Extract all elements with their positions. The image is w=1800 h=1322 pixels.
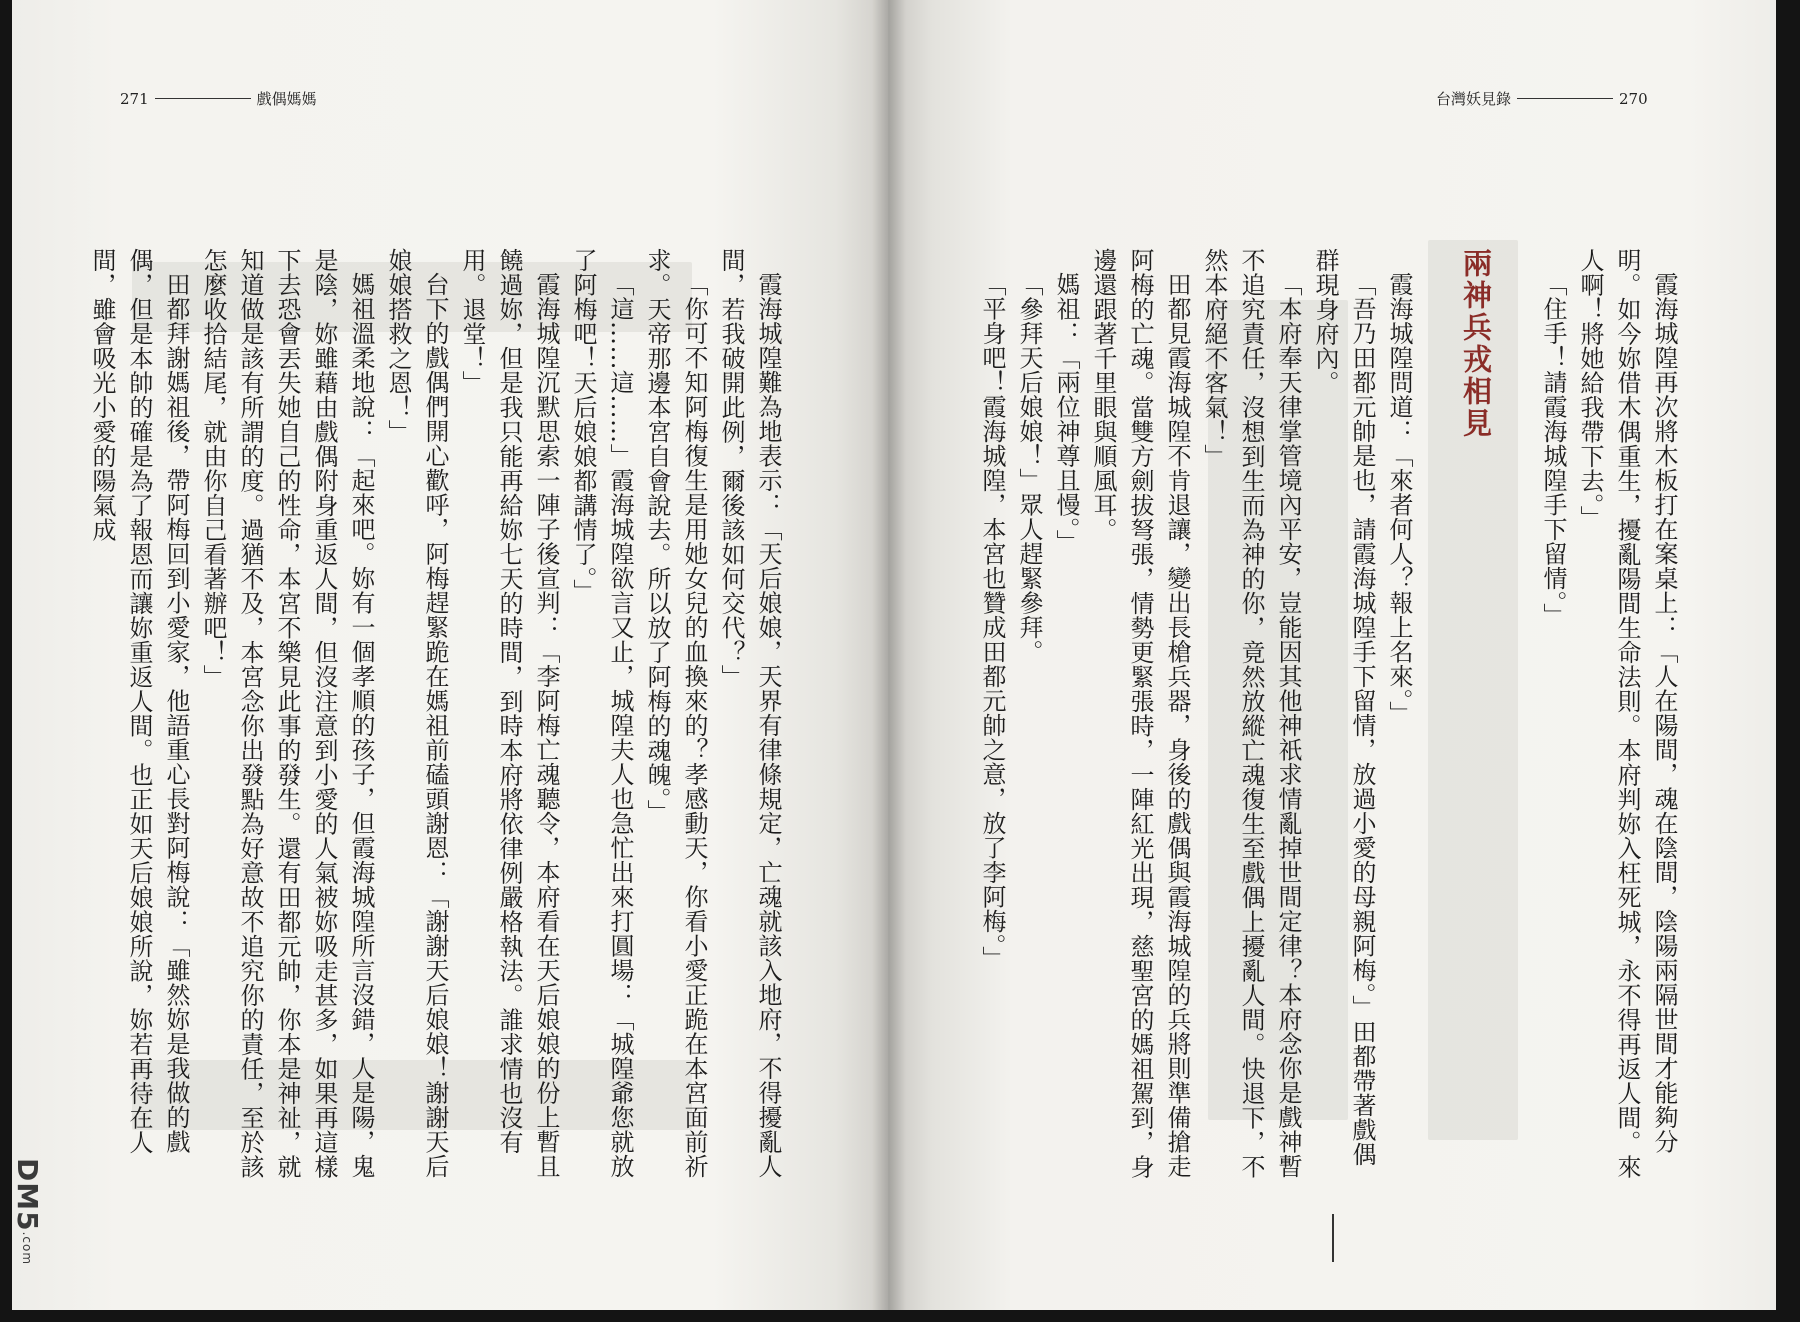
paragraph: 「住手！請霞海城隍手下留情。」 <box>1539 272 1567 628</box>
watermark-domain: .com <box>20 1231 34 1266</box>
paragraph: 「本府奉天律掌管境內平安，豈能因其他神祇求情亂掉世間定律？本府念你是戲神暫不追究責任，沒想到生而為神的你，竟然放縱亡魂復生至戲偶上擾亂人間。快退下，不然本府絕不客氣！」 <box>1200 248 1302 1179</box>
paragraph: 「參拜天后娘娘！」眾人趕緊參拜。 <box>1015 272 1043 664</box>
page-number-right: 270 <box>1619 89 1648 108</box>
paragraph: 媽祖溫柔地說：「起來吧。妳有一個孝順的孩子，但霞海城隍所言沒錯，人是陽，鬼是陰，妳雖藉由戲偶附身重返人間，但沒注意到小愛的人氣被妳吸走甚多，如果再這樣下去恐會丟失她自己的性命，本宮不樂見此事的發生。還有田都元帥，你本是神祉，就知道做是該有所謂的度。過猶不及，本宮念你出發點為好意故不追究你的責任，至於該怎麼收拾結尾，就由你自己看著辦吧！」 <box>199 248 375 1179</box>
paragraph: 「平身吧！霞海城隍，本宮也贊成田都元帥之意，放了李阿梅。」 <box>978 272 1006 971</box>
paragraph: 霞海城隍沉默思索一陣子後宣判：「李阿梅亡魂聽令，本府看在天后娘娘的份上暫且饒過妳，但是我只能再給妳七天的時間，到時本府將依律例嚴格執法。誰求情也沒有用。退堂！」 <box>458 248 560 1179</box>
paragraph: 田都拜謝媽祖後，帶阿梅回到小愛家，他語重心長對阿梅說：「雖然妳是我做的戲偶，但是本帥的確是為了報恩而讓妳重返人間。也正如天后娘娘所說，妳若再待在人間，雖會吸光小愛的陽氣成 <box>88 248 190 1155</box>
paragraph: 田都見霞海城隍不肯退讓，變出長槍兵器，身後的戲偶與霞海城隍的兵將則準備搶走阿梅的亡魂。當雙方劍拔弩張，情勢更緊張時，一陣紅光出現，慈聖宮的媽祖駕到，身邊還跟著千里眼與順風耳。 <box>1089 248 1191 1179</box>
pencil-mark <box>1332 1214 1334 1262</box>
paragraph: 「你可不知阿梅復生是用她女兒的血換來的？孝感動天，你看小愛正跪在本宮面前祈求。天帝那邊本宮自會說去。所以放了阿梅的魂魄。」 <box>643 248 708 1179</box>
running-title-right: 台灣妖見錄 <box>1436 90 1512 108</box>
left-page-body <box>88 248 786 1188</box>
watermark-brand: DM5 <box>11 1158 44 1232</box>
header-rule <box>1517 98 1613 99</box>
running-head-right <box>1436 88 1648 109</box>
running-title-left: 戲偶媽媽 <box>256 90 317 108</box>
paragraph: 媽祖：「兩位神尊且慢。」 <box>1052 272 1080 554</box>
site-watermark <box>2 1158 44 1310</box>
running-head-left <box>120 88 317 109</box>
paragraph: 霞海城隍難為地表示：「天后娘娘，天界有律條規定，亡魂就該入地府，不得擾亂人間，若我破開此例，爾後該如何交代？」 <box>717 248 782 1179</box>
paragraph: 「這……這……」霞海城隍欲言又止，城隍夫人也急忙出來打圓場：「城隍爺您就放了阿梅吧！天后娘娘都講情了。」 <box>569 248 634 1179</box>
paragraph: 霞海城隍再次將木板打在案桌上：「人在陽間，魂在陰間，陰陽兩隔世間才能夠分明。如今妳借木偶重生，擾亂陽間生命法則。本府判妳入枉死城，永不得再返人間。來人啊！將她給我帶下去。」 <box>1576 248 1678 1179</box>
header-rule <box>155 98 251 99</box>
section-title: 兩神兵戎相見 <box>1459 248 1493 440</box>
paragraph: 霞海城隍問道：「來者何人？報上名來。」 <box>1385 272 1413 726</box>
book-gutter-shadow <box>872 0 906 1310</box>
page-number-left: 271 <box>120 89 149 108</box>
paragraph: 台下的戲偶們開心歡呼，阿梅趕緊跪在媽祖前磕頭謝恩：「謝謝天后娘娘！謝謝天后娘娘搭救之恩！」 <box>384 248 449 1179</box>
paragraph: 「吾乃田都元帥是也，請霞海城隍手下留情，放過小愛的母親阿梅。」田都帶著戲偶群現身府內。 <box>1311 248 1376 1167</box>
right-page-body <box>978 248 1682 1188</box>
